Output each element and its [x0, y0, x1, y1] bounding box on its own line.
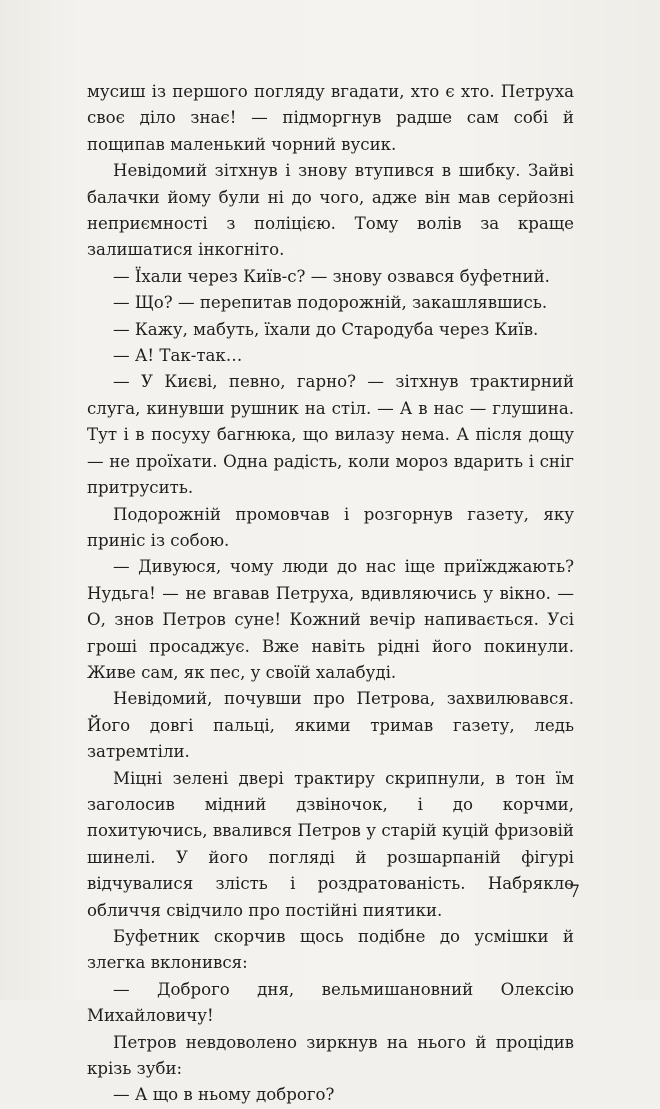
dialogue-line: — Дивуюся, чому люди до нас іще приїжджають? Нудьга! — не вгавав Петруха, вдивляючись у вікно. — О, знов Петров суне! Кожний вечір напивається. Усі гроші просаджує. Вже навіть рідні його покинули. Живе сам, як пес, у своїй халабуді.	[87, 557, 574, 682]
dialogue-line: — А! Так-так…	[113, 346, 243, 366]
dialogue-line: — У Києві, певно, гарно? — зітхнув трактирний слуга, кинувши рушник на стіл. — А в нас — глушина. Тут і в посуху багнюка, що вилазу нема. А після дощу — не проїхати. Одна радість, коли мороз вдарить і сніг притрусить.	[87, 372, 574, 498]
paragraph: Невідомий зітхнув і знову втупився в шибку. Зайві балачки йому були ні до чого, адже він мав серйозні неприємності з поліцією. Тому волів за краще залишатися інкогніто.	[87, 161, 574, 260]
paragraph: мусиш із першого погляду вгадати, хто є хто. Петруха своє діло знає! — підморгнув радше сам собі й пощипав маленький чорний вусик.	[87, 82, 574, 154]
paragraph: Міцні зелені двері трактиру скрипнули, в тон їм заголосив мідний дзвіночок, і до корчми, похитуючись, ввалився Петров у старій куцій фризовій шинелі. У його погляді й розшарпаній фігурі відчувалися злість і роздратованість. Набрякле обличчя свідчило про постійні пиятики.	[87, 768, 574, 920]
dialogue-line: — Їхали через Київ-с? — знову озвався буфетний.	[113, 266, 550, 286]
dialogue-line: — Що? — перепитав подорожній, закашлявшись.	[113, 293, 548, 313]
dialogue-line: — Кажу, мабуть, їхали до Стародуба через Київ.	[113, 319, 539, 339]
dialogue-line: — Доброго дня, вельмишановний Олексію Михайловичу!	[87, 979, 574, 1026]
page-number: 7	[569, 882, 580, 902]
dialogue-line: — А що в ньому доброго?	[113, 1085, 335, 1105]
paragraph: Подорожній промовчав і розгорнув газету, яку приніс із собою.	[87, 504, 574, 550]
paragraph: Буфетник скорчив щось подібне до усмішки й злегка вклонився:	[87, 927, 574, 973]
body-text	[87, 79, 574, 1109]
paragraph: Петров невдоволено зиркнув на нього й процідив крізь зуби:	[87, 1032, 574, 1079]
paragraph: Невідомий, почувши про Петрова, захвилювався. Його довгі пальці, якими тримав газету, ледь затремтіли.	[87, 689, 574, 762]
